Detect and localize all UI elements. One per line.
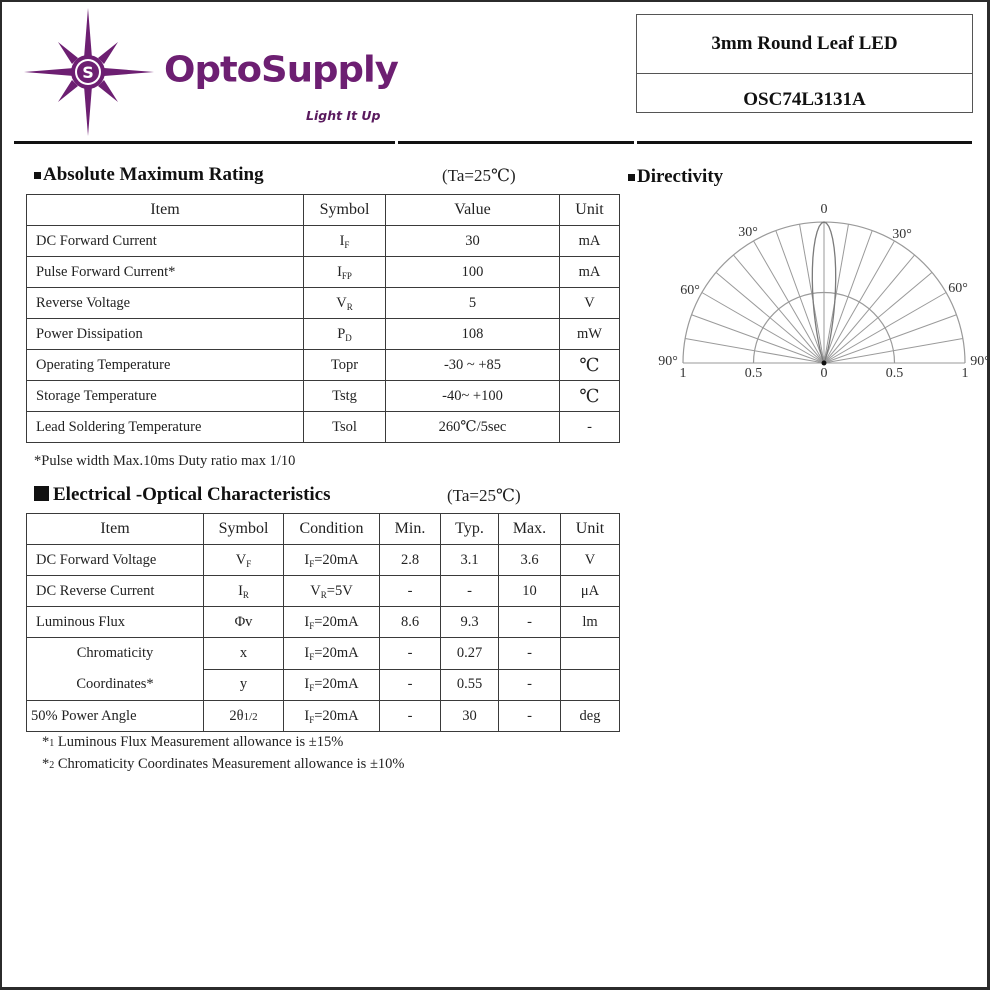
- eo-heading: [34, 484, 331, 506]
- typ-cell: 0.27: [441, 638, 499, 670]
- symbol-cell: $P_D$: [304, 319, 386, 350]
- item-cell: Reverse Voltage: [27, 288, 304, 319]
- compass-star-s-icon: [20, 6, 170, 138]
- table-row: [27, 226, 620, 257]
- symbol-cell: Topr: [304, 350, 386, 381]
- condition-cell: $I_F=20mA$: [284, 669, 380, 701]
- svg-text:90°: 90°: [658, 354, 678, 369]
- table-row: [27, 257, 620, 288]
- max-cell: 3.6: [499, 545, 561, 576]
- svg-text:30°: 30°: [738, 225, 758, 240]
- svg-text:0: 0: [820, 202, 828, 217]
- svg-text:0: 0: [820, 366, 828, 381]
- symbol-cell: Tstg: [304, 381, 386, 412]
- table-row: [27, 288, 620, 319]
- bullet-icon: [34, 486, 49, 501]
- col-header: Value: [386, 195, 560, 226]
- table-row: [27, 350, 620, 381]
- abs-max-title: Absolute Maximum Rating: [43, 164, 264, 185]
- typ-cell: -: [441, 576, 499, 607]
- col-header: Typ.: [441, 514, 499, 545]
- value-cell: 260℃/5sec: [386, 412, 560, 443]
- typ-cell: 0.55: [441, 669, 499, 701]
- eo-title: Electrical -Optical Characteristics: [53, 484, 331, 505]
- product-title-box: [636, 14, 973, 113]
- col-header: Condition: [284, 514, 380, 545]
- header-divider-right: [637, 141, 972, 144]
- min-cell: 2.8: [380, 545, 441, 576]
- item-cell: Lead Soldering Temperature: [27, 412, 304, 443]
- symbol-cell: $I_R$: [204, 576, 284, 607]
- directivity-polar-chart: [650, 195, 990, 390]
- unit-cell: mA: [560, 257, 620, 288]
- symbol-cell: $V_R$: [304, 288, 386, 319]
- symbol-cell: $I_{FP}$: [304, 257, 386, 288]
- table-row: [27, 576, 620, 607]
- directivity-title: Directivity: [637, 166, 724, 187]
- unit-cell: V: [560, 288, 620, 319]
- max-cell: -: [499, 607, 561, 638]
- item-cell: Pulse Forward Current*: [27, 257, 304, 288]
- condition-cell: $I_F=20mA$: [284, 701, 380, 732]
- directivity-heading: [628, 166, 723, 188]
- table-header-row: [27, 195, 620, 226]
- item-cell: DC Forward Voltage: [27, 545, 204, 576]
- eo-note-1: *1 Luminous Flux Measurement allowance is ±15%: [42, 734, 344, 750]
- col-header: Item: [27, 514, 204, 545]
- unit-cell: ℃: [560, 350, 620, 381]
- col-header: Unit: [561, 514, 620, 545]
- min-cell: -: [380, 638, 441, 670]
- part-number: OSC74L3131A: [743, 89, 866, 110]
- value-cell: -40~ +100: [386, 381, 560, 412]
- bullet-icon: [34, 172, 41, 179]
- unit-cell: lm: [561, 607, 620, 638]
- symbol-cell: x: [204, 638, 284, 670]
- header-divider-left: [14, 141, 395, 144]
- table-row: [27, 319, 620, 350]
- table-row: [27, 607, 620, 638]
- eo-condition: (Ta=25℃): [447, 486, 521, 505]
- table-row: [27, 412, 620, 443]
- abs-max-footnote: *Pulse width Max.10ms Duty ratio max 1/10: [34, 453, 296, 469]
- min-cell: -: [380, 576, 441, 607]
- max-cell: -: [499, 701, 561, 732]
- svg-text:S: S: [82, 63, 94, 82]
- condition-cell: $I_F=20mA$: [284, 545, 380, 576]
- condition-cell: $V_R=5V$: [284, 576, 380, 607]
- table-row: [27, 381, 620, 412]
- condition-cell: $I_F=20mA$: [284, 607, 380, 638]
- value-cell: -30 ~ +85: [386, 350, 560, 381]
- col-header: Max.: [499, 514, 561, 545]
- unit-cell: deg: [561, 701, 620, 732]
- min-cell: 8.6: [380, 607, 441, 638]
- typ-cell: 3.1: [441, 545, 499, 576]
- svg-text:0.5: 0.5: [744, 366, 763, 381]
- abs-max-table: [26, 194, 620, 443]
- svg-text:60°: 60°: [680, 283, 700, 298]
- max-cell: 10: [499, 576, 561, 607]
- symbol-cell: Tsol: [304, 412, 386, 443]
- unit-cell: -: [560, 412, 620, 443]
- brand-tagline: Light It Up: [306, 108, 381, 123]
- unit-cell: μA: [561, 576, 620, 607]
- typ-cell: 30: [441, 701, 499, 732]
- col-header: Min.: [380, 514, 441, 545]
- unit-cell: [561, 638, 620, 670]
- abs-max-condition: (Ta=25℃): [442, 166, 516, 185]
- col-header: Unit: [560, 195, 620, 226]
- item-cell: Chromaticity Coordinates*: [27, 638, 204, 701]
- symbol-cell: $I_F$: [304, 226, 386, 257]
- value-cell: 108: [386, 319, 560, 350]
- brand-name: OptoSupply: [164, 49, 398, 90]
- product-title: 3mm Round Leaf LED: [637, 15, 972, 74]
- svg-text:0.5: 0.5: [885, 366, 904, 381]
- value-cell: 5: [386, 288, 560, 319]
- col-header: Item: [27, 195, 304, 226]
- symbol-cell: Φv: [204, 607, 284, 638]
- item-cell: 50% Power Angle: [27, 701, 204, 732]
- svg-text:1: 1: [961, 366, 969, 381]
- bullet-icon: [628, 174, 635, 181]
- svg-text:90°: 90°: [970, 354, 990, 369]
- condition-cell: $I_F=20mA$: [284, 638, 380, 670]
- table-row: [27, 638, 620, 670]
- unit-cell: V: [561, 545, 620, 576]
- symbol-cell: $V_F$: [204, 545, 284, 576]
- eo-note-2: *2 Chromaticity Coordinates Measurement allowance is ±10%: [42, 756, 405, 772]
- max-cell: -: [499, 638, 561, 670]
- symbol-cell: 2θ1/2: [204, 701, 284, 732]
- table-row: [27, 545, 620, 576]
- item-cell: Operating Temperature: [27, 350, 304, 381]
- unit-cell: [561, 669, 620, 701]
- min-cell: -: [380, 701, 441, 732]
- unit-cell: ℃: [560, 381, 620, 412]
- table-row: [27, 701, 620, 732]
- col-header: Symbol: [304, 195, 386, 226]
- min-cell: -: [380, 669, 441, 701]
- polar-plot: [650, 195, 990, 385]
- item-cell: Storage Temperature: [27, 381, 304, 412]
- abs-max-heading: [34, 164, 264, 186]
- item-cell: DC Reverse Current: [27, 576, 204, 607]
- header-divider-middle: [398, 141, 634, 144]
- unit-cell: mW: [560, 319, 620, 350]
- item-cell: Luminous Flux: [27, 607, 204, 638]
- symbol-cell: y: [204, 669, 284, 701]
- svg-text:60°: 60°: [948, 281, 968, 296]
- value-cell: 100: [386, 257, 560, 288]
- brand-logo: [20, 6, 400, 138]
- eo-table: [26, 513, 620, 732]
- svg-text:1: 1: [679, 366, 687, 381]
- item-cell: Power Dissipation: [27, 319, 304, 350]
- table-header-row: [27, 514, 620, 545]
- svg-text:30°: 30°: [892, 227, 912, 242]
- col-header: Symbol: [204, 514, 284, 545]
- value-cell: 30: [386, 226, 560, 257]
- item-cell: DC Forward Current: [27, 226, 304, 257]
- unit-cell: mA: [560, 226, 620, 257]
- typ-cell: 9.3: [441, 607, 499, 638]
- max-cell: -: [499, 669, 561, 701]
